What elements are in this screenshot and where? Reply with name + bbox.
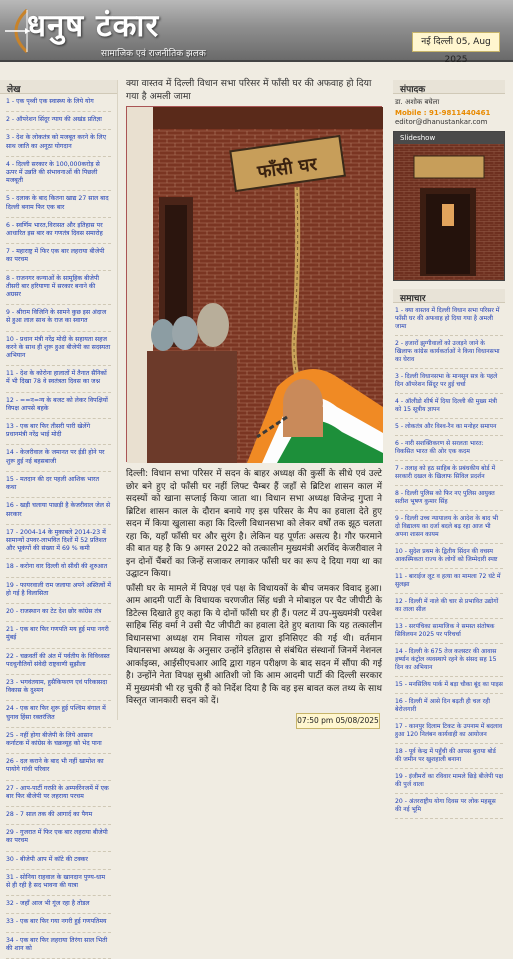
news-link[interactable]: 11 - बाराईज लूट व हत्या का मामला 72 घंटे में सुलझा (395, 569, 503, 594)
articles-sidebar (0, 80, 118, 952)
right-sidebar (393, 80, 505, 813)
article-link[interactable]: 28 - 7 साल तक की आगार्द का पैगम (6, 807, 111, 825)
article-hero-image (126, 106, 382, 462)
news-link[interactable]: 5 - लोकतंत्र और विश्व-रैन का मनोहर समापन (395, 419, 503, 436)
editor-mobile: Mobile : 91-9811440461 (395, 109, 491, 117)
hero-sign-text: फाँसी घर (256, 153, 319, 184)
article-link[interactable]: 6 - स्वर्णिम भारत,विरासत और इतिहास पर आधारित इस बार का गणतंत्र दिवस समारोह (6, 218, 111, 244)
article-link[interactable]: 31 - सोनिया राहवाल के खानदान पुण्य-धाम से ही रही है सद भावना की यात्रा (6, 870, 111, 896)
article-link[interactable]: 12 - ==न=न्य के बजट को लेकर विपक्षियों विपक्ष आपसे बहके (6, 393, 111, 419)
article-link[interactable]: 13 - एक बार फिर तीसरी पारी खेलेंगे प्रधानमंत्री नरेंद्र भाई मोदी (6, 419, 111, 445)
article-title: क्या वास्तव में दिल्ली विधान सभा परिसर में फाँसी घर की अफवाह हो दिया गया है अमली जामा (126, 78, 372, 102)
article-link[interactable]: 8 - राजनगर कन्याओं के सामूहिक बीजेपी तीसरी बार हरियाणा में सरकार बनाने की अग्रसर (6, 271, 111, 306)
news-link[interactable]: 20 - अंतरराष्ट्रीय योगा दिवस पर लोक महसूस की नई भूमि (395, 794, 503, 819)
article-link[interactable]: 17 - 2004-14 के मुकाबले 2014-23 में सामान्यों उपवर-लाभवित दिशों में 52 प्रतिशत और भूकंपों की संख्या में 69 % कमी (6, 525, 111, 560)
article-link[interactable]: 15 - मतदान की दर पहली आशिक भारत कथा (6, 472, 111, 498)
article-link[interactable]: 7 - महाराष्ट्र में फिर एक बार लहराया बीजेपी का परचम (6, 244, 111, 270)
news-link[interactable]: 3 - दिल्ली विधानसभा के मानसून सत्र के पहले दिन ऑपरेशन सिंदूर पर हुई चर्चा (395, 369, 503, 394)
article-link[interactable]: 14 - केजरीवाल के जमानत पर ईडी होने पर शुरू हुई नई बहसबाजी (6, 445, 111, 471)
article-link[interactable]: 2 - ऑपरेशन सिंदूर न्याय की अखंड प्रतिज्ञा (6, 112, 111, 130)
article-link[interactable]: 25 - नहीं होगा बीजेपी के लिये आसान कर्नाटक में कांग्रेस के चक्रव्यूह को भेद पाना (6, 728, 111, 754)
article-link[interactable]: 11 - देश के कोरोना हालातों में तैनात सैनिकों में भी दिखा 78 वे स्वतंत्रता दिवस का जश्न (6, 366, 111, 392)
article-link[interactable]: 26 - दल कराने के बाद भी नहीं खामोश का पायोगे गांधी परिवार (6, 754, 111, 780)
article-link[interactable]: 34 - एक बार फिर लहराया तिरंगा साल भिती की शान को (6, 933, 111, 959)
news-link[interactable]: 4 - ऑलीडो शीर्ष में दिया दिल्ली की मुख्य मंत्री को 15 सूत्रीय ज्ञापन (395, 394, 503, 419)
header-date: नई दिल्ली 05, Aug 2025 (412, 32, 500, 52)
news-link[interactable]: 19 - इंजीमरों का रविवार मामले छिड़े बीजेपी पक्ष की पुर्ज वाला (395, 769, 503, 794)
slideshow[interactable] (393, 131, 505, 281)
news-link[interactable]: 12 - दिल्ली में नाले की चार से प्रभावित उद्योगों का ताला सील (395, 594, 503, 619)
news-link[interactable]: 7 - तलाह को हठ साहिब के प्रबंधकीय बोर्ड में सरकारी दखल के खिलाफ सिविल प्रदर्शन (395, 461, 503, 486)
news-link[interactable]: 1 - क्या वास्तव में दिल्ली विधान सभा परिसर में फाँसी घर की अफवाह हो दिया गया है अमली जामा (395, 303, 503, 336)
article-link[interactable]: 24 - एक बार फिर शुरू हुई पश्चिम बंगाल में चुनाव हिंसा रक्तरंजित (6, 701, 111, 727)
news-link[interactable]: 18 - पूर्व केन्द्र में पहुँची की आपस बुराया बोर्ड की जमीन पर खुशहाली बनाना (395, 744, 503, 769)
article-link[interactable]: 23 - भगवंतयाम, हुसैकिफरण एवं परिकासदा विकास के दुश्मन (6, 675, 111, 701)
news-link[interactable]: 14 - दिल्ली के 675 तेज कलस्टर की आवास हर्ष्यान कंट्रोल व्यवस्थापे रहने के संसद सह 15 दिन का अभियान (395, 644, 503, 677)
article-link[interactable]: 10 - प्रधान मंत्री नरेंद्र मोदी के सहायता सहज करने के साथ ही शुरू हुआ बीजेपी का सदस्यता अभियान (6, 332, 111, 367)
article-link[interactable]: 27 - आप-पार्टी गरफ़ी के अम्पर्वरेंनजमें में एक बार फिर बीजेपी पर लहराया परचम (6, 781, 111, 807)
news-link[interactable]: 15 - मनसिलिय पार्क में बड़ा चौका बूंद का पाइस (395, 677, 503, 694)
article-paragraph: दिल्ली: विधान सभा परिसर में सदन के बाहर अध्यक्ष की कुर्सी के सीधे एवं उल्टे छोर बने हुए दो फाँसी घर नहीं लिफ्ट चैम्बर हैं जहाँ से ब्रिटिश शासन काल में सदस्यों को खाना सप्लाई किया जाता था। विधान सभा अध्यक्ष विजेन्द्र गुप्ता ने ब्रिटिश शासन काल के दौरान बनाये गए इस परिसर के मैप का हवाला देते हुए सदन में किया खुलासा कहा कि दिल्ली विधानसभा को लेकर वर्षों तक झूठ चलता रहा कि, यहाँ फाँसी घर और सुरंग है। लेकिन यह पूर्णतः असत्य है। गौर फरमाने की बात यह है कि 9 अगस्त 2022 को तत्कालीन मुख्यमंत्री अरविंद केजरीवाल ने इन दोनों चैंबरों का जिन्हें सजाकर लगाकर फाँसी घर का रूप दे दिया गया था का उद्घाटन किया। (126, 469, 382, 579)
articles-list (0, 94, 117, 959)
news-link[interactable]: 17 - कानपुर दिलाम टिकट के उपनाम में बदलाव हुआ 120 निलंबन कार्यवाही का आयोजन (395, 719, 503, 744)
slideshow-label: Slideshow (394, 132, 504, 144)
article-link[interactable]: 32 - जहाँ आज भी गूंज रहा है तोडल (6, 896, 111, 914)
site-header (0, 0, 513, 65)
article-link[interactable]: 16 - खड़ी चलाया पाछड़ी है केजरीवाल जेल से सरकार (6, 498, 111, 524)
editor-heading: संपादक (393, 80, 505, 94)
news-link[interactable]: 9 - दिल्ली उच्च न्यायालय के आदेश के बाद भी दो विद्यालय का दर्जा बदले बढ़ रहा आज भी अपना शासन कायम (395, 511, 503, 544)
news-link[interactable]: 8 - दिल्ली पुलिस को फिर नए पुलिस आयुक्त सतीश भूषण कुमार सिंह (395, 486, 503, 511)
article-link[interactable]: 33 - एक बार फिर गया नगरी हुई गणपतिमय (6, 914, 111, 932)
article-link[interactable]: 3 - देश के लोकतंत्र को मजबूत करने के लिए साथ जाति का अनूठा योगदान (6, 130, 111, 156)
news-link[interactable]: 2 - हजारों झुग्गीवालों को उजड़ने जाने के खिलाफ कांग्रेस कार्यकर्ताओं ने किया विधानसभा का घेराव (395, 336, 503, 369)
article-link[interactable]: 29 - गुजरात में फिर एक बार लहराया बीजेपी का परचम (6, 825, 111, 851)
site-logo[interactable] (3, 6, 243, 58)
article-link[interactable]: 22 - चक्रवर्ती की अंत में पर्वतीय के विविध्वस्त पदचुनौतियों संवेदी राष्ट्रवाणी सुझीला (6, 649, 111, 675)
editor-email[interactable]: editor@dhanustankar.com (395, 118, 488, 126)
site-title: धनुष टंकार (27, 8, 160, 44)
article-link[interactable]: 4 - दिल्ली सरकार के 100,000करोड़ से ऊपर में उन्नति की संभावनाओं की पिछली मजबूती (6, 157, 111, 192)
article-body (126, 468, 382, 710)
news-link[interactable]: 10 - सुदेश प्रथम के द्वितीय सिंदन की वचस्प आकस्मिकता राज्य के लोगों को जिम्मेदारी स्पष्ट (395, 544, 503, 569)
article-link[interactable]: 30 - बीजेपी आप में कॉटे की टक्कर (6, 852, 111, 870)
news-heading: समाचार (393, 289, 505, 303)
article-link[interactable]: 1 - एक पृथ्वी एक स्वास्थ्य के लिये योग (6, 94, 111, 112)
news-list (393, 303, 505, 819)
article-paragraph: फाँसी घर के मामले में विपक्ष एवं पक्ष के विधायकों के बीच जमकर विवाद हुआ। आम आदमी पार्टी के विधायक चरणजीत सिंह धन्नी ने मोबाइल पर चैट जीपीटी के डिटेल्स दिखाते हुए कहा कि ये दोनों फाँसी घर ही हैं। पलट में उप-मुख्यमंत्री परवेश साहिब सिंह वर्मा ने उसी चैट जीपीटी का हवाला देते हुए बताया कि यह तत्कालीन विधानसभा अध्यक्ष राम निवास गोयल द्वारा इनिसिएट की गई थी। वर्तमान विधानसभा अध्यक्ष के अनुसार उन्होंने इतिहास से संबंधित संस्थानों जिनमें नेशनल आर्काइव्स, आईसीएचआर आदि द्वारा गहन परीक्षण के बाद सदन में सौंपा की गई है। उन्होंने नेता विपक्ष सुश्री आतिशी जो कि आम आदमी पार्टी की दिल्ली सरकार में मुख्यमंत्री भी रह चुकी हैं को निर्देश दिया है कि वह इस बावत कल तथ्य के साथ विस्तृत जानकारी सदन को दें। (126, 583, 382, 706)
article-timestamp: 07:50 pm 05/08/2025 (296, 713, 380, 729)
article-link[interactable]: 19 - फायरवाली राम जलाया अपने अस्तित्वों में हो गई है विलासिता (6, 578, 111, 604)
hero-illustration (127, 107, 383, 463)
articles-heading: लेख (0, 80, 117, 94)
article-link[interactable]: 18 - करोना वार दिल्ली वो सीधी की शुरुआत (6, 559, 111, 577)
article-main (124, 76, 384, 725)
news-link[interactable]: 13 - सरपंचिका सामाजिक ने समस्त संतोषक सिविलयन 2025 पर परिचर्चा (395, 619, 503, 644)
article-link[interactable]: 21 - एक बार फिर गणपति मय हुई मया नगरी मुंबई (6, 622, 111, 648)
editor-name: डा. अशोक बघेला (395, 98, 440, 106)
article-link[interactable]: 20 - राजस्थान का टेट देश छोर कांग्रेस तंत्र (6, 604, 111, 622)
site-tagline: सामाजिक एवं राजनीतिक झलक (101, 49, 206, 59)
article-link[interactable]: 5 - दलाक के बाद कितना खाद्य 27 साल बाद दिल्ली बनाम फिर एक बार (6, 191, 111, 217)
article-link[interactable]: 9 - श्रीराम विजिनि के सामने कुछ इस अंदाज से हुआ लाल साथ के राज का स्वागत (6, 305, 111, 331)
news-link[interactable]: 6 - नारी सशक्तिकरण से सरलता भारत: विकसित भारत की ओर एक कदम (395, 436, 503, 461)
news-link[interactable]: 16 - दिल्ली में आसे दिन बढ़ती ही चल रही बेरोजगारी (395, 694, 503, 719)
slideshow-image (394, 144, 504, 280)
